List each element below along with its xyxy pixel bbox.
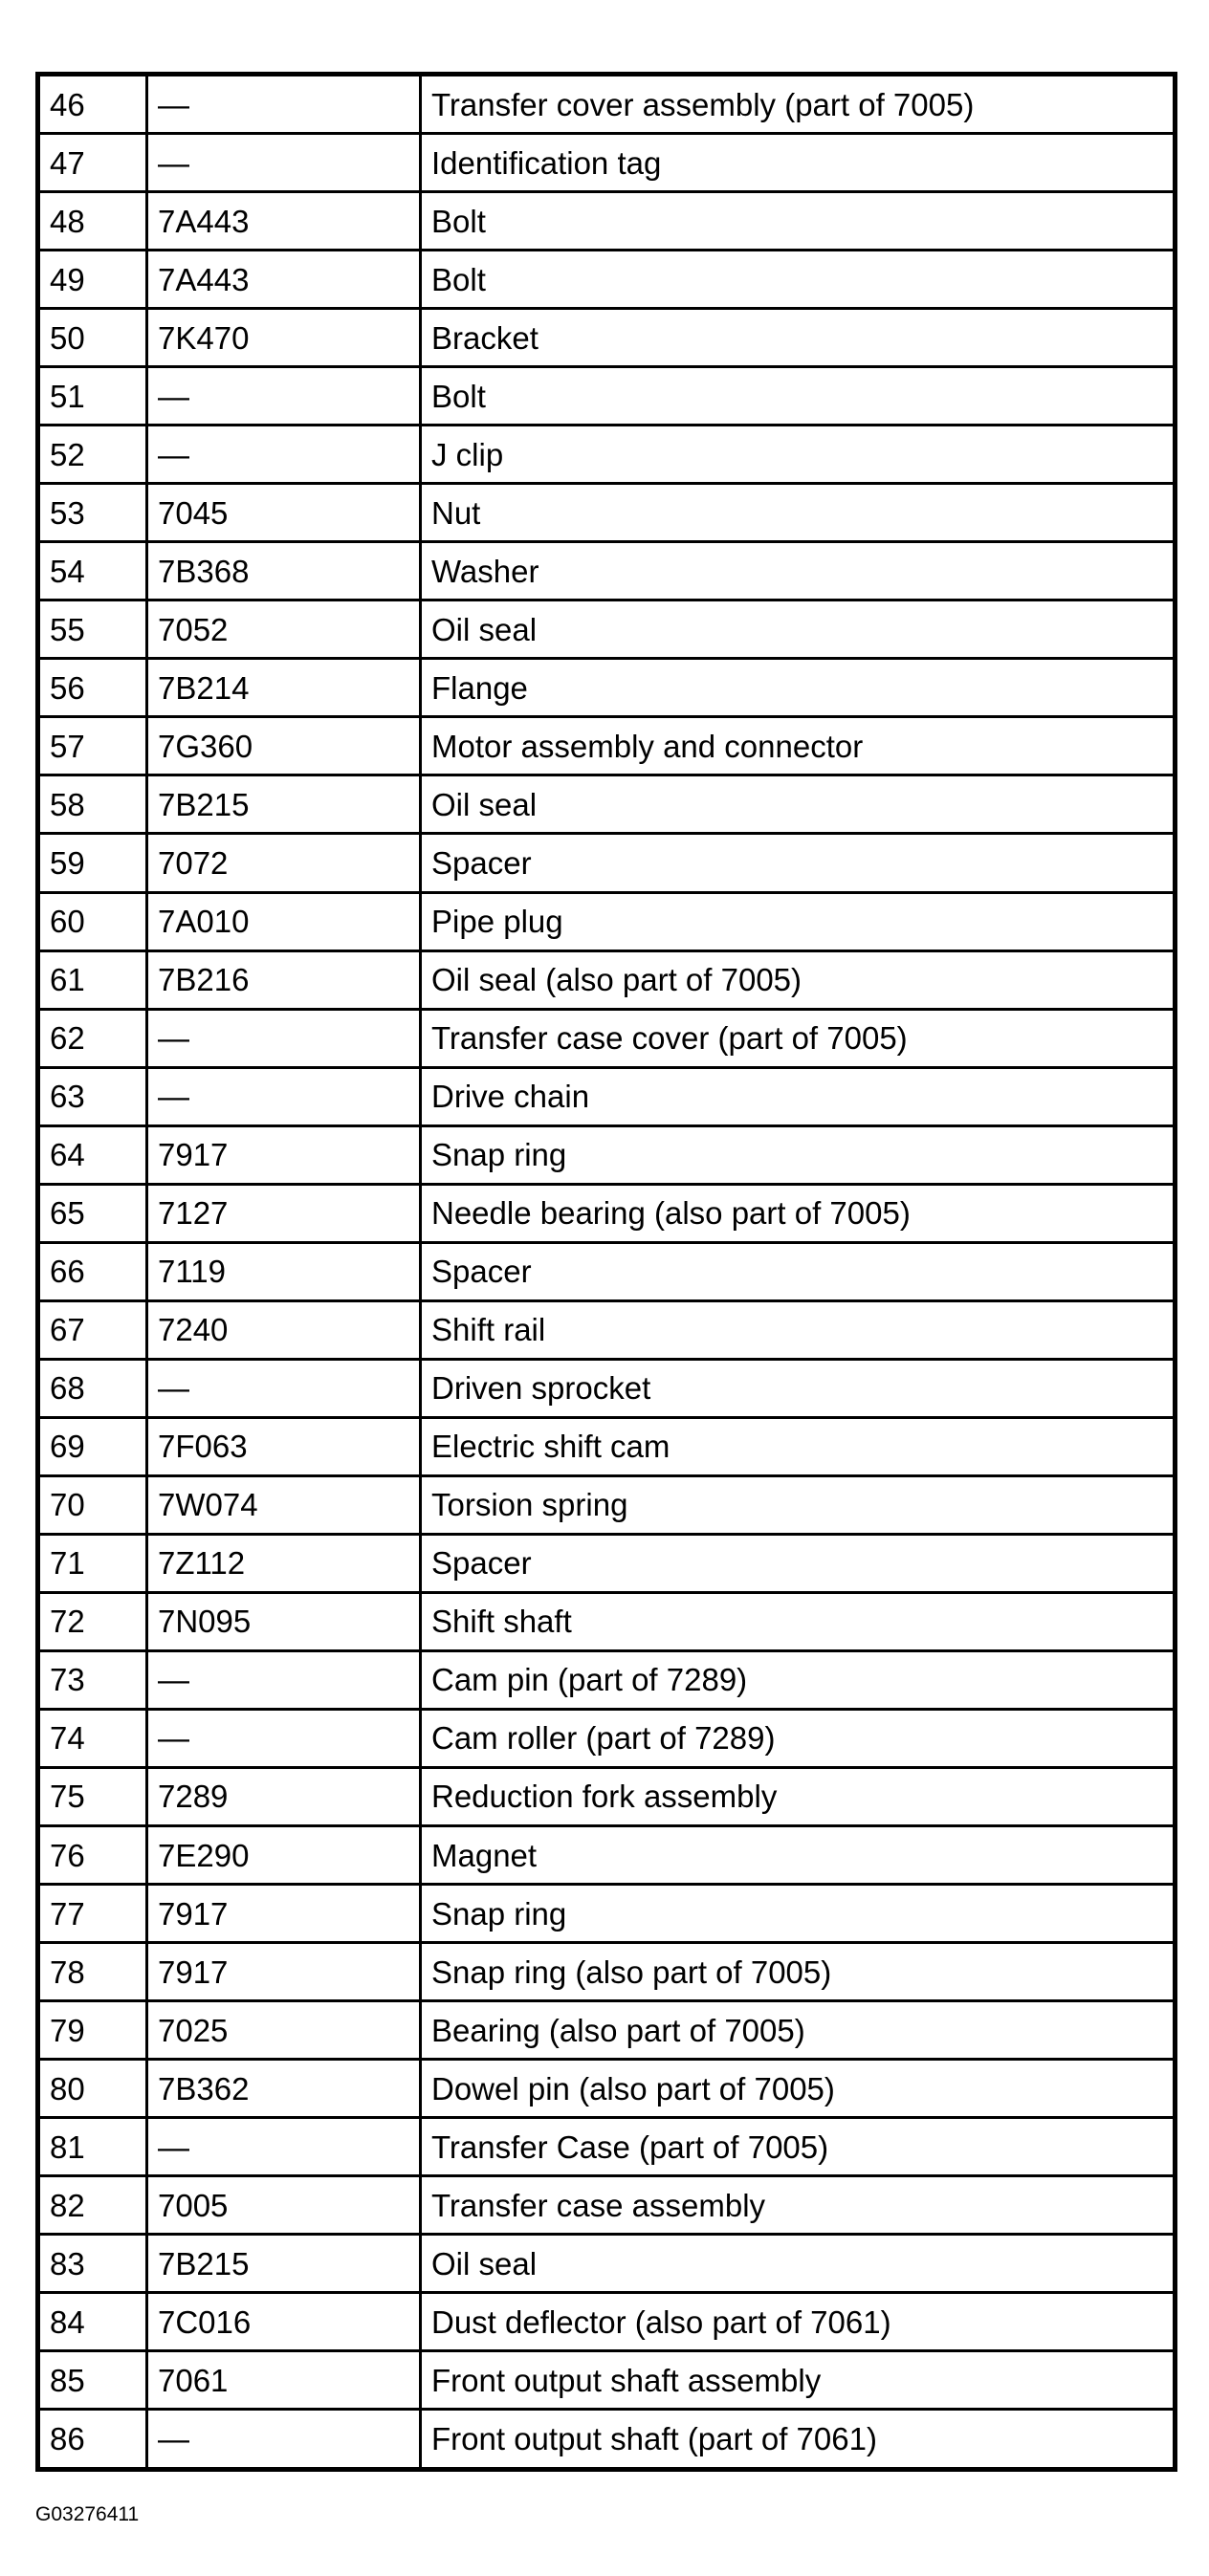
item-number-cell: 59 — [38, 834, 147, 892]
description-cell: Cam pin (part of 7289) — [421, 1650, 1176, 1709]
part-number-cell: — — [147, 134, 421, 192]
part-number-cell: — — [147, 367, 421, 426]
description-cell: Oil seal — [421, 2235, 1176, 2293]
item-number-cell: 73 — [38, 1650, 147, 1709]
part-number-cell: 7K470 — [147, 309, 421, 367]
figure-id: G03276411 — [35, 2503, 140, 2525]
description-cell: Spacer — [421, 1534, 1176, 1592]
part-number-cell: — — [147, 1359, 421, 1417]
part-number-cell: 7917 — [147, 1943, 421, 2001]
part-number-cell: 7C016 — [147, 2293, 421, 2351]
description-cell: Bolt — [421, 367, 1176, 426]
table-row — [38, 1300, 1176, 1359]
description-cell: Front output shaft assembly — [421, 2351, 1176, 2410]
item-number-cell: 84 — [38, 2293, 147, 2351]
description-cell: Needle bearing (also part of 7005) — [421, 1184, 1176, 1242]
table-row — [38, 1009, 1176, 1067]
item-number-cell: 47 — [38, 134, 147, 192]
part-number-cell: 7052 — [147, 600, 421, 659]
table-row — [38, 1592, 1176, 1650]
table-row — [38, 1709, 1176, 1767]
table-row — [38, 1125, 1176, 1184]
table-row — [38, 1242, 1176, 1300]
table-row — [38, 542, 1176, 600]
table-row — [38, 775, 1176, 834]
table-row — [38, 2410, 1176, 2470]
item-number-cell: 64 — [38, 1125, 147, 1184]
part-number-cell: 7061 — [147, 2351, 421, 2410]
table-row — [38, 75, 1176, 134]
table-row — [38, 367, 1176, 426]
description-cell: Spacer — [421, 1242, 1176, 1300]
item-number-cell: 80 — [38, 2060, 147, 2118]
part-number-cell: 7045 — [147, 484, 421, 542]
table-row — [38, 1534, 1176, 1592]
part-number-cell: 7N095 — [147, 1592, 421, 1650]
item-number-cell: 54 — [38, 542, 147, 600]
item-number-cell: 46 — [38, 75, 147, 134]
description-cell: Shift shaft — [421, 1592, 1176, 1650]
part-number-cell: — — [147, 1067, 421, 1125]
item-number-cell: 68 — [38, 1359, 147, 1417]
table-row — [38, 1767, 1176, 1825]
table-row — [38, 1475, 1176, 1534]
item-number-cell: 83 — [38, 2235, 147, 2293]
description-cell: Motor assembly and connector — [421, 717, 1176, 775]
table-row — [38, 426, 1176, 484]
part-number-cell: 7B215 — [147, 2235, 421, 2293]
description-cell: Snap ring (also part of 7005) — [421, 1943, 1176, 2001]
part-number-cell: 7005 — [147, 2176, 421, 2235]
table-row — [38, 1943, 1176, 2001]
part-number-cell: 7B362 — [147, 2060, 421, 2118]
description-cell: Pipe plug — [421, 892, 1176, 950]
description-cell: Nut — [421, 484, 1176, 542]
part-number-cell: 7B215 — [147, 775, 421, 834]
item-number-cell: 86 — [38, 2410, 147, 2470]
description-cell: J clip — [421, 426, 1176, 484]
description-cell: Oil seal — [421, 775, 1176, 834]
part-number-cell: 7289 — [147, 1767, 421, 1825]
part-number-cell: 7127 — [147, 1184, 421, 1242]
item-number-cell: 74 — [38, 1709, 147, 1767]
table-row — [38, 309, 1176, 367]
table-row — [38, 192, 1176, 251]
description-cell: Transfer Case (part of 7005) — [421, 2118, 1176, 2176]
table-row — [38, 950, 1176, 1009]
item-number-cell: 53 — [38, 484, 147, 542]
table-row — [38, 2001, 1176, 2060]
item-number-cell: 55 — [38, 600, 147, 659]
part-number-cell: 7Z112 — [147, 1534, 421, 1592]
item-number-cell: 56 — [38, 659, 147, 717]
description-cell: Oil seal — [421, 600, 1176, 659]
part-number-cell: 7B216 — [147, 950, 421, 1009]
part-number-cell: 7025 — [147, 2001, 421, 2060]
item-number-cell: 79 — [38, 2001, 147, 2060]
description-cell: Drive chain — [421, 1067, 1176, 1125]
table-row — [38, 717, 1176, 775]
item-number-cell: 71 — [38, 1534, 147, 1592]
table-row — [38, 892, 1176, 950]
item-number-cell: 76 — [38, 1826, 147, 1885]
table-row — [38, 2235, 1176, 2293]
table-row — [38, 600, 1176, 659]
description-cell: Magnet — [421, 1826, 1176, 1885]
item-number-cell: 70 — [38, 1475, 147, 1534]
part-number-cell: 7B368 — [147, 542, 421, 600]
item-number-cell: 50 — [38, 309, 147, 367]
table-row — [38, 2176, 1176, 2235]
description-cell: Transfer cover assembly (part of 7005) — [421, 75, 1176, 134]
description-cell: Snap ring — [421, 1885, 1176, 1943]
description-cell: Dust deflector (also part of 7061) — [421, 2293, 1176, 2351]
table-row — [38, 1885, 1176, 1943]
item-number-cell: 82 — [38, 2176, 147, 2235]
table-row — [38, 1417, 1176, 1475]
part-number-cell: 7B214 — [147, 659, 421, 717]
part-number-cell: 7917 — [147, 1125, 421, 1184]
parts-table — [35, 72, 1177, 2472]
table-row — [38, 2293, 1176, 2351]
item-number-cell: 49 — [38, 251, 147, 309]
description-cell: Bracket — [421, 309, 1176, 367]
table-row — [38, 2351, 1176, 2410]
table-row — [38, 1359, 1176, 1417]
description-cell: Shift rail — [421, 1300, 1176, 1359]
part-number-cell: — — [147, 426, 421, 484]
item-number-cell: 48 — [38, 192, 147, 251]
description-cell: Reduction fork assembly — [421, 1767, 1176, 1825]
description-cell: Cam roller (part of 7289) — [421, 1709, 1176, 1767]
item-number-cell: 60 — [38, 892, 147, 950]
part-number-cell: 7F063 — [147, 1417, 421, 1475]
table-row — [38, 659, 1176, 717]
part-number-cell: — — [147, 2118, 421, 2176]
part-number-cell: 7A010 — [147, 892, 421, 950]
table-row — [38, 1067, 1176, 1125]
item-number-cell: 69 — [38, 1417, 147, 1475]
table-row — [38, 834, 1176, 892]
part-number-cell: — — [147, 1650, 421, 1709]
description-cell: Oil seal (also part of 7005) — [421, 950, 1176, 1009]
part-number-cell: 7A443 — [147, 192, 421, 251]
part-number-cell: — — [147, 1709, 421, 1767]
description-cell: Torsion spring — [421, 1475, 1176, 1534]
part-number-cell: 7E290 — [147, 1826, 421, 1885]
item-number-cell: 51 — [38, 367, 147, 426]
part-number-cell: 7119 — [147, 1242, 421, 1300]
item-number-cell: 81 — [38, 2118, 147, 2176]
description-cell: Flange — [421, 659, 1176, 717]
item-number-cell: 52 — [38, 426, 147, 484]
description-cell: Dowel pin (also part of 7005) — [421, 2060, 1176, 2118]
item-number-cell: 58 — [38, 775, 147, 834]
item-number-cell: 78 — [38, 1943, 147, 2001]
part-number-cell: 7W074 — [147, 1475, 421, 1534]
item-number-cell: 85 — [38, 2351, 147, 2410]
item-number-cell: 62 — [38, 1009, 147, 1067]
part-number-cell: 7917 — [147, 1885, 421, 1943]
item-number-cell: 65 — [38, 1184, 147, 1242]
part-number-cell: — — [147, 1009, 421, 1067]
part-number-cell: 7G360 — [147, 717, 421, 775]
part-number-cell: 7240 — [147, 1300, 421, 1359]
description-cell: Transfer case cover (part of 7005) — [421, 1009, 1176, 1067]
description-cell: Bolt — [421, 251, 1176, 309]
description-cell: Transfer case assembly — [421, 2176, 1176, 2235]
table-row — [38, 2118, 1176, 2176]
description-cell: Washer — [421, 542, 1176, 600]
parts-table-body — [38, 75, 1176, 2470]
description-cell: Spacer — [421, 834, 1176, 892]
part-number-cell: 7A443 — [147, 251, 421, 309]
description-cell: Front output shaft (part of 7061) — [421, 2410, 1176, 2470]
item-number-cell: 77 — [38, 1885, 147, 1943]
description-cell: Bolt — [421, 192, 1176, 251]
table-row — [38, 2060, 1176, 2118]
table-row — [38, 1184, 1176, 1242]
item-number-cell: 75 — [38, 1767, 147, 1825]
item-number-cell: 63 — [38, 1067, 147, 1125]
table-row — [38, 134, 1176, 192]
description-cell: Snap ring — [421, 1125, 1176, 1184]
description-cell: Bearing (also part of 7005) — [421, 2001, 1176, 2060]
table-row — [38, 1826, 1176, 1885]
part-number-cell: — — [147, 75, 421, 134]
table-row — [38, 1650, 1176, 1709]
item-number-cell: 61 — [38, 950, 147, 1009]
table-row — [38, 251, 1176, 309]
description-cell: Identification tag — [421, 134, 1176, 192]
description-cell: Driven sprocket — [421, 1359, 1176, 1417]
part-number-cell: 7072 — [147, 834, 421, 892]
item-number-cell: 57 — [38, 717, 147, 775]
description-cell: Electric shift cam — [421, 1417, 1176, 1475]
part-number-cell: — — [147, 2410, 421, 2470]
item-number-cell: 72 — [38, 1592, 147, 1650]
item-number-cell: 66 — [38, 1242, 147, 1300]
table-row — [38, 484, 1176, 542]
item-number-cell: 67 — [38, 1300, 147, 1359]
